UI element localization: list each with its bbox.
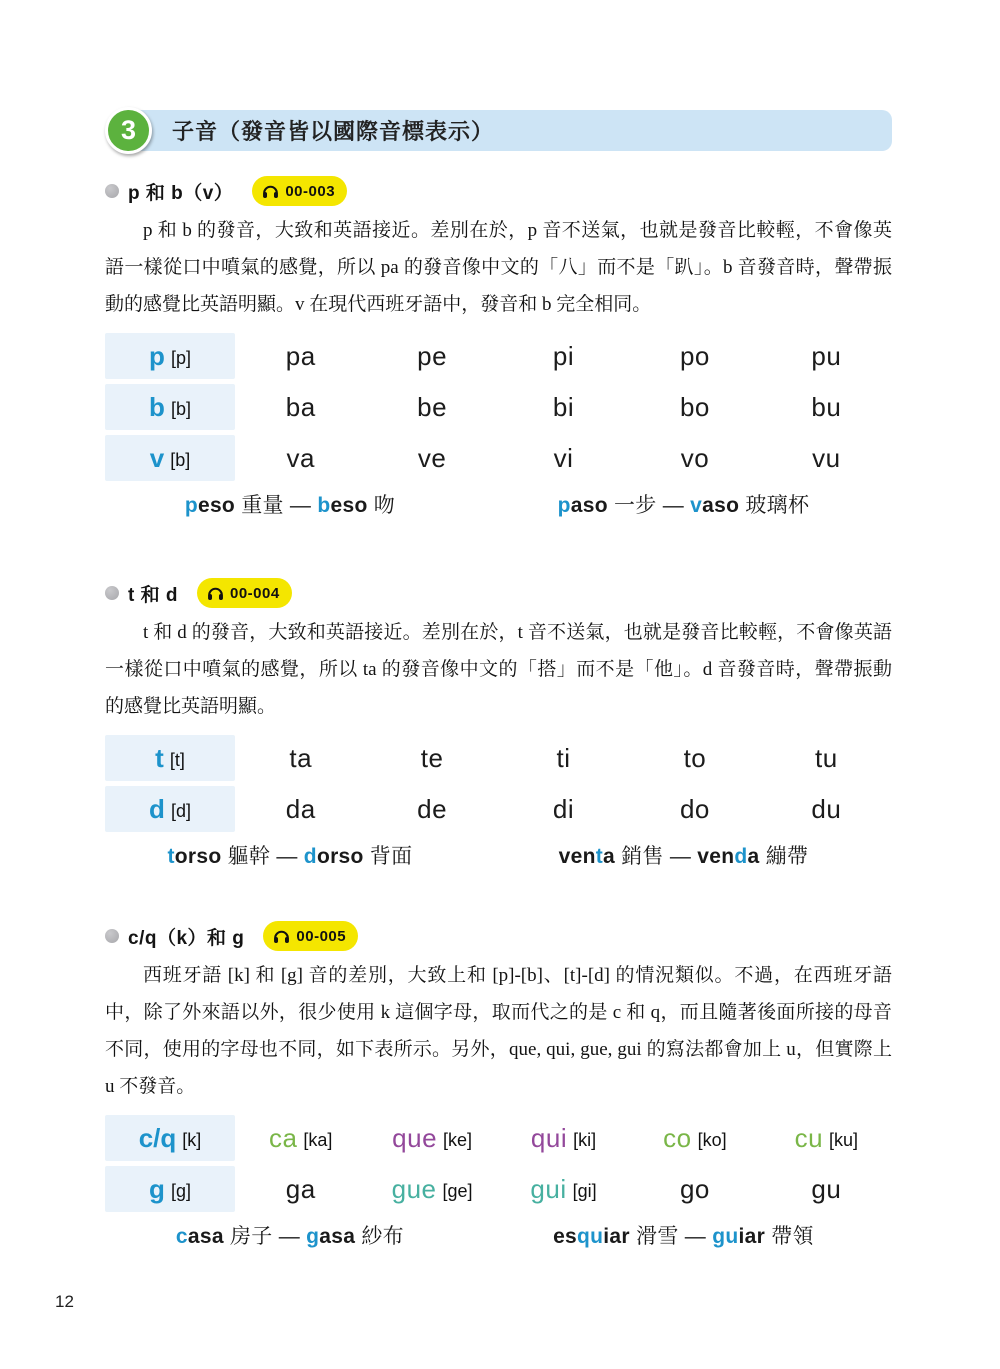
syllable-cell: ti	[556, 743, 571, 773]
chapter-title-bar	[116, 110, 892, 151]
section-title: c/q（k）和 g	[128, 927, 245, 949]
table-row	[105, 1166, 892, 1212]
example-pair: paso 一步 — vaso 玻璃杯	[557, 494, 810, 517]
syllable-cell: vu	[812, 443, 841, 473]
audio-track-number: 00-005	[296, 927, 347, 945]
page-title: 子音（發音皆以國際音標表示）	[172, 119, 495, 144]
example-pair: torso 軀幹 — dorso 背面	[167, 845, 413, 868]
audio-track-badge[interactable]	[197, 578, 292, 608]
row-ipa: [g]	[170, 1180, 191, 1201]
table-row	[105, 435, 892, 481]
pronunciation-table	[105, 333, 892, 481]
pronunciation-table	[105, 735, 892, 832]
section-t-d	[105, 578, 892, 871]
syllable-cell: te	[420, 743, 444, 773]
section-paragraph: 西班牙語 [k] 和 [g] 音的差別，大致上和 [p]-[b]、[t]-[d] 的情況類似。不過，在西班牙語中，除了外來語以外，很少使用 k 這個字母，取而代之的是 c 和 q，而且隨著後面所接的母音不同，使用的字母也不同，如下表所示。另外，que, qui, gue, gui 的寫法都會加上 u，但實際上 u 不發音。	[105, 965, 892, 1097]
syllable-cell: ga	[285, 1174, 316, 1204]
row-ipa: [b]	[170, 398, 191, 419]
row-letter: g	[149, 1174, 165, 1204]
syllable-cell: bi	[552, 392, 575, 422]
syllable-cell: to	[683, 743, 707, 773]
syllable-cell: qui [ki]	[530, 1123, 597, 1153]
syllable-cell: vo	[680, 443, 710, 473]
syllable-cell: ba	[285, 392, 316, 422]
section-paragraph: p 和 b 的發音，大致和英語接近。差別在於，p 音不送氣，也就是發音比較輕，不會像英語一樣從口中噴氣的感覺，所以 pa 的發音像中文的「八」而不是「趴」。b 音發音時，聲帶振動的感覺比英語明顯。v 在現代西班牙語中，發音和 b 完全相同。	[105, 220, 892, 315]
syllable-cell: co [ko]	[663, 1123, 727, 1153]
row-header	[105, 435, 235, 481]
section-p-b-v	[105, 176, 892, 520]
bullet-icon	[105, 929, 119, 943]
row-ipa: [b]	[170, 449, 191, 470]
headphones-icon	[206, 584, 225, 603]
syllable-cell: ta	[289, 743, 313, 773]
syllable-cell: cu [ku]	[794, 1123, 859, 1153]
syllable-cell: tu	[814, 743, 838, 773]
syllable-cell: ca [ka]	[268, 1123, 333, 1153]
syllable-cell: po	[679, 341, 710, 371]
row-header	[105, 786, 235, 832]
syllable-cell: pu	[811, 341, 842, 371]
syllable-cell: gue [ge]	[391, 1174, 473, 1204]
section-heading	[105, 578, 892, 608]
example-words	[105, 839, 892, 871]
syllable-cell: gu	[811, 1174, 842, 1204]
pronunciation-table	[105, 1115, 892, 1212]
syllable-cell: go	[679, 1174, 710, 1204]
syllable-cell: vi	[553, 443, 574, 473]
syllable-cell: di	[552, 794, 575, 824]
row-letter: b	[149, 392, 165, 422]
row-ipa: [d]	[170, 800, 191, 821]
example-pair: peso 重量 — beso 吻	[184, 494, 396, 517]
bullet-icon	[105, 184, 119, 198]
syllable-cell: bo	[679, 392, 710, 422]
row-ipa: [k]	[182, 1129, 202, 1150]
chapter-header	[105, 107, 892, 154]
table-row	[105, 786, 892, 832]
row-letter: t	[155, 743, 164, 773]
row-header	[105, 1115, 235, 1161]
syllable-cell: ve	[417, 443, 447, 473]
section-title: t 和 d	[128, 584, 178, 606]
table-row	[105, 735, 892, 781]
syllable-cell: que [ke]	[392, 1123, 473, 1153]
audio-track-badge[interactable]	[252, 176, 347, 206]
syllable-cell: pa	[285, 341, 316, 371]
section-title: p 和 b（v）	[128, 182, 234, 204]
row-header	[105, 1166, 235, 1212]
row-header	[105, 333, 235, 379]
example-pair: esquiar 滑雪 — guiar 帶領	[553, 1225, 814, 1248]
row-letter: d	[149, 794, 165, 824]
row-ipa: [p]	[170, 347, 191, 368]
row-header	[105, 735, 235, 781]
section-cq-g	[105, 921, 892, 1251]
syllable-cell: da	[285, 794, 316, 824]
chapter-number-badge: 3	[105, 107, 152, 154]
example-pair: venta 銷售 — venda 繃帶	[558, 845, 809, 868]
page-number: 12	[55, 1292, 74, 1311]
syllable-cell: bu	[811, 392, 842, 422]
audio-track-badge[interactable]	[263, 921, 358, 951]
syllable-cell: pe	[417, 341, 448, 371]
row-letter: p	[149, 341, 165, 371]
bullet-icon	[105, 586, 119, 600]
table-row	[105, 384, 892, 430]
headphones-icon	[261, 182, 280, 201]
row-ipa: [t]	[169, 749, 185, 770]
headphones-icon	[272, 927, 291, 946]
syllable-cell: de	[417, 794, 448, 824]
syllable-cell: du	[811, 794, 842, 824]
example-words	[105, 488, 892, 520]
syllable-cell: pi	[552, 341, 575, 371]
syllable-cell: do	[679, 794, 710, 824]
row-letter: v	[149, 443, 165, 473]
syllable-cell: be	[417, 392, 448, 422]
audio-track-number: 00-004	[230, 584, 280, 602]
section-paragraph: t 和 d 的發音，大致和英語接近。差別在於，t 音不送氣，也就是發音比較輕，不會像英語一樣從口中噴氣的感覺，所以 ta 的發音像中文的「搭」而不是「他」。d 音發音時，聲帶振動的感覺比英語明顯。	[105, 622, 892, 717]
section-heading	[105, 921, 892, 951]
example-words	[105, 1219, 892, 1251]
audio-track-number: 00-003	[285, 182, 336, 200]
table-row	[105, 1115, 892, 1161]
table-row	[105, 333, 892, 379]
row-header	[105, 384, 235, 430]
section-heading	[105, 176, 892, 206]
row-letter: c/q	[138, 1123, 177, 1153]
example-pair: casa 房子 — gasa 紗布	[175, 1225, 404, 1248]
syllable-cell: gui [gi]	[530, 1174, 597, 1204]
syllable-cell: va	[286, 443, 315, 473]
